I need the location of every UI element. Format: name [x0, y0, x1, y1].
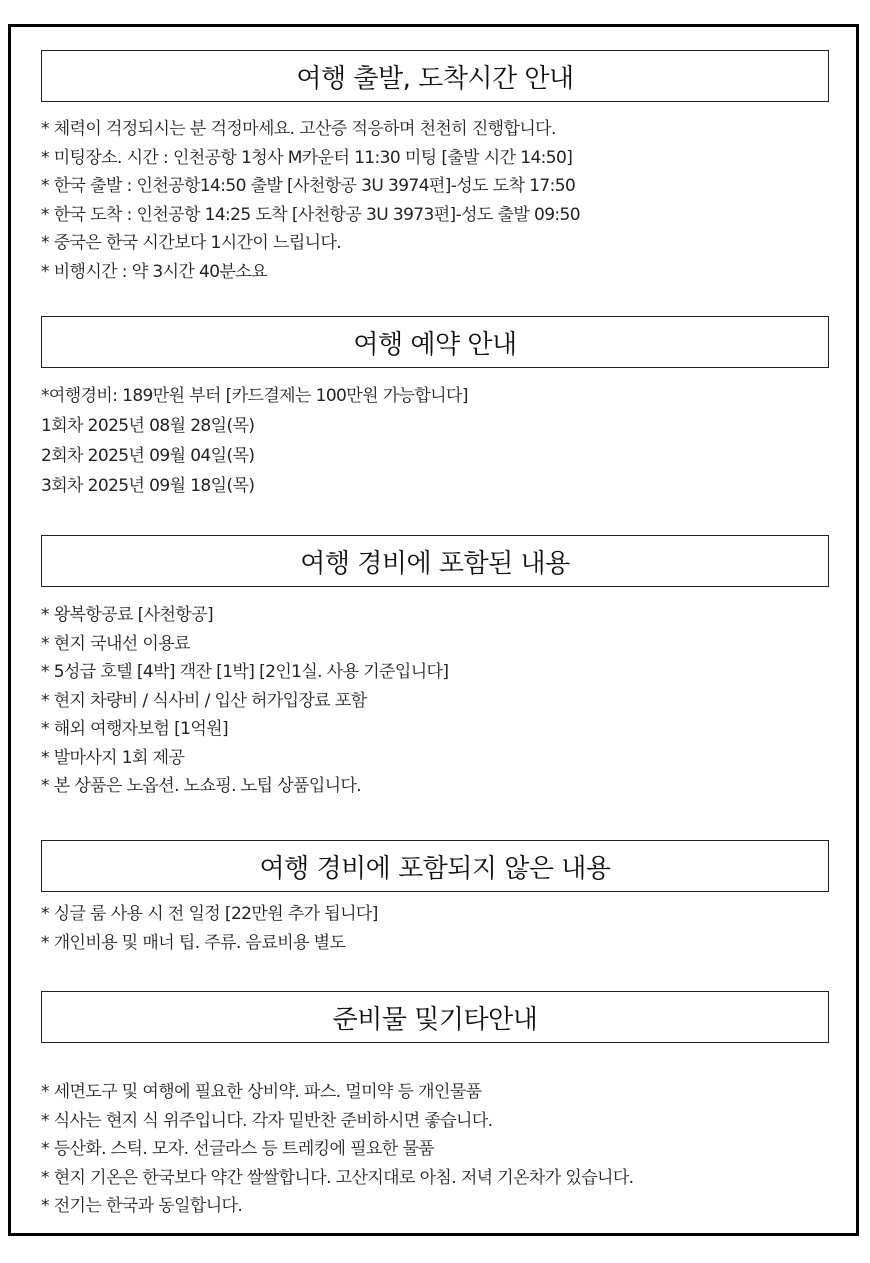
info-list — [41, 382, 829, 501]
info-line: * 해외 여행자보험 [1억원] — [41, 719, 228, 739]
info-line: * 중국은 한국 시간보다 1시간이 느립니다. — [41, 233, 342, 253]
info-line: * 본 상품은 노옵션. 노쇼핑. 노팁 상품입니다. — [41, 776, 362, 796]
info-list — [41, 601, 829, 801]
info-line: * 현지 국내선 이용료 — [41, 633, 190, 654]
info-list — [41, 115, 829, 286]
info-line: * 왕복항공료 [사천항공] — [41, 605, 213, 625]
section-title: 여행 경비에 포함된 내용 — [41, 535, 829, 587]
section-not-included — [41, 840, 829, 957]
info-line: * 현지 기온은 한국보다 약간 쌀쌀합니다. 고산지대로 아침. 저녁 기온차가 있습니다. — [41, 1167, 634, 1188]
info-line: * 현지 차량비 / 식사비 / 입산 허가입장료 포함 — [41, 690, 367, 711]
section-title: 여행 출발, 도착시간 안내 — [41, 50, 829, 102]
section-reservation — [41, 316, 829, 501]
info-line: * 개인비용 및 매너 팁. 주류. 음료비용 별도 — [41, 932, 346, 953]
section-title: 여행 경비에 포함되지 않은 내용 — [41, 840, 829, 892]
section-departure-arrival — [41, 50, 829, 286]
section-title: 여행 예약 안내 — [41, 316, 829, 368]
info-list — [41, 1078, 829, 1221]
info-line: * 한국 출발 : 인천공항14:50 출발 [사천항공 3U 3974편]-성도 도착 17:50 — [41, 176, 576, 196]
info-line: * 식사는 현지 식 위주입니다. 각자 밑반찬 준비하시면 좋습니다. — [41, 1110, 493, 1131]
section-included — [41, 535, 829, 801]
section-preparation — [41, 991, 829, 1221]
info-line: * 미팅장소. 시간 : 인천공항 1청사 M카운터 11:30 미팅 [출발 시간 14:50] — [41, 147, 573, 168]
info-line: * 등산화. 스틱. 모자. 선글라스 등 트레킹에 필요한 물품 — [41, 1139, 435, 1159]
info-line: * 싱글 룸 사용 시 전 일정 [22만원 추가 됩니다] — [41, 904, 378, 924]
info-line: * 5성급 호텔 [4박] 객잔 [1박] [2인1실. 사용 기준입니다] — [41, 662, 449, 682]
info-line: * 비행시간 : 약 3시간 40분소요 — [41, 261, 267, 282]
info-line: 1회차 2025년 08월 28일(목) — [41, 415, 255, 436]
info-line: * 세면도구 및 여행에 필요한 상비약. 파스. 멀미약 등 개인물품 — [41, 1082, 482, 1102]
info-line: * 발마사지 1회 제공 — [41, 747, 185, 768]
section-title: 준비물 및기타안내 — [41, 991, 829, 1043]
info-line: 2회차 2025년 09월 04일(목) — [41, 445, 255, 466]
info-line: * 전기는 한국과 동일합니다. — [41, 1196, 243, 1216]
info-line: * 한국 도착 : 인천공항 14:25 도착 [사천항공 3U 3973편]-성도 출발 09:50 — [41, 204, 580, 225]
info-line: *여행경비: 189만원 부터 [카드결제는 100만원 가능합니다] — [41, 386, 468, 406]
info-line: 3회차 2025년 09월 18일(목) — [41, 475, 255, 496]
info-list — [41, 900, 829, 957]
info-line: * 체력이 걱정되시는 분 걱정마세요. 고산증 적응하며 천천히 진행합니다. — [41, 119, 556, 139]
